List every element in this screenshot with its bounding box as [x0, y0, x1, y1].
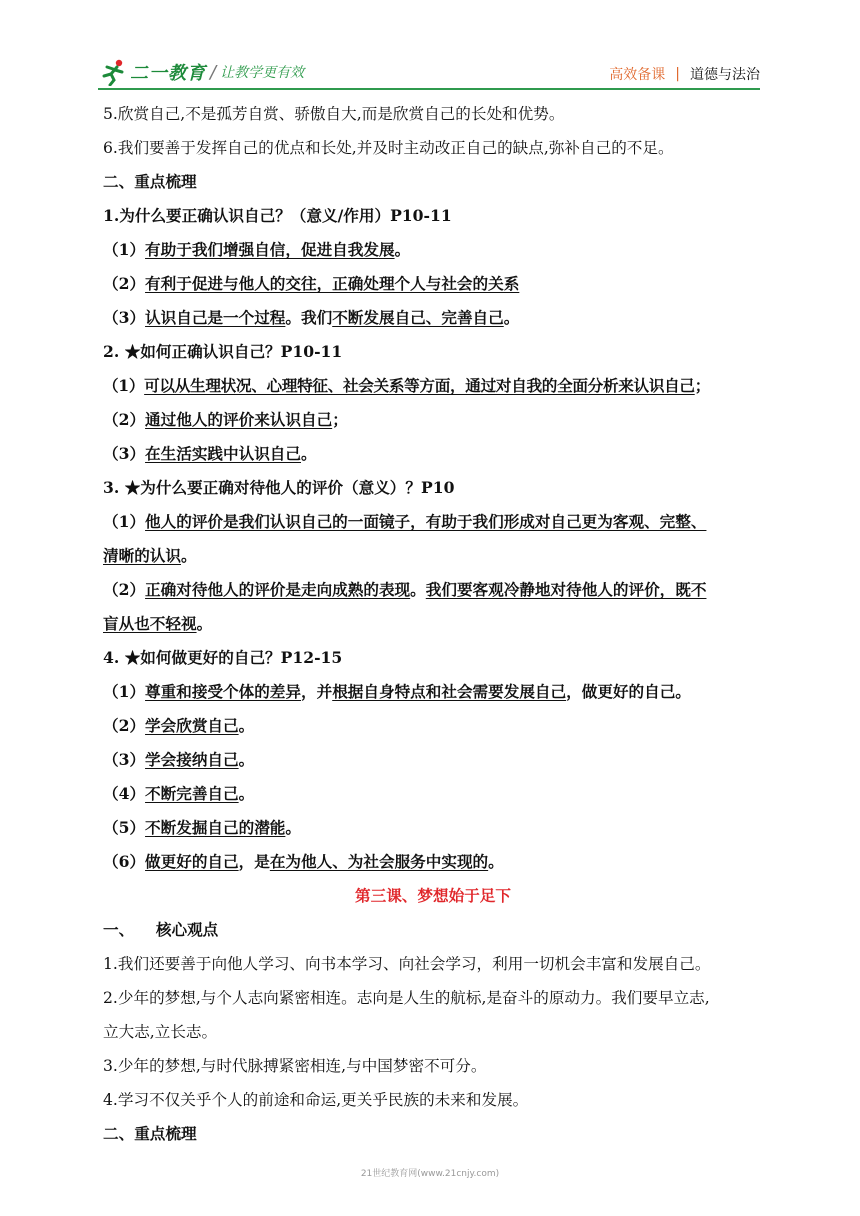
runner-icon	[98, 58, 128, 86]
page-header	[98, 54, 760, 90]
brand-logo	[98, 58, 304, 86]
answer-line: （2）学会欣赏自己。	[103, 716, 255, 735]
paragraph: 3.少年的梦想,与时代脉搏紧密相连,与中国梦密不可分。	[103, 1057, 487, 1075]
answer-line: （2）正确对待他人的评价是走向成熟的表现。我们要客观冷静地对待他人的评价，既不	[103, 580, 707, 599]
logo-slash: /	[210, 61, 217, 83]
question-heading: 1.为什么要正确认识自己？（意义/作用）P10-11	[103, 206, 452, 225]
answer-line: 清晰的认识。	[103, 546, 197, 565]
paragraph: 6.我们要善于发挥自己的优点和长处,并及时主动改正自己的缺点,弥补自己的不足。	[103, 139, 674, 157]
header-divider	[98, 88, 760, 90]
question-heading: 4. ★如何做更好的自己？P12-15	[103, 648, 343, 667]
header-tag: 高效备课	[609, 67, 666, 83]
answer-line: （1）尊重和接受个体的差异，并根据自身特点和社会需要发展自己，做更好的自己。	[103, 682, 691, 701]
answer-line: （3）在生活实践中认识自己。	[103, 444, 317, 463]
answer-line: （1）有助于我们增强自信，促进自我发展。	[103, 240, 411, 259]
answer-line: （3）学会接纳自己。	[103, 750, 255, 769]
answer-line: （2）有利于促进与他人的交往，正确处理个人与社会的关系	[103, 274, 520, 293]
section-heading: 二、重点梳理	[103, 1124, 197, 1143]
logo-text: 二一教育	[130, 63, 206, 84]
paragraph: 2.少年的梦想,与个人志向紧密相连。志向是人生的航标,是奋斗的原动力。我们要早立志,	[103, 989, 710, 1007]
answer-line: 盲从也不轻视。	[103, 614, 213, 633]
lesson-title: 第三课、梦想始于足下	[355, 886, 511, 905]
answer-line: （1）他人的评价是我们认识自己的一面镜子，有助于我们形成对自己更为客观、完整、	[103, 512, 707, 531]
question-heading: 2. ★如何正确认识自己？P10-11	[103, 342, 343, 361]
header-right	[609, 64, 760, 84]
paragraph: 4.学习不仅关乎个人的前途和命运,更关乎民族的未来和发展。	[103, 1091, 529, 1109]
paragraph: 5.欣赏自己,不是孤芳自赏、骄傲自大,而是欣赏自己的长处和优势。	[103, 105, 565, 123]
section-heading: 二、重点梳理	[103, 172, 197, 191]
slogan: 让教学更有效	[220, 65, 305, 81]
answer-line: （4）不断完善自己。	[103, 784, 255, 803]
answer-line: （1）可以从生理状况、心理特征、社会关系等方面，通过对自我的全面分析来认识自己；	[103, 376, 711, 395]
answer-line: （5）不断发掘自己的潜能。	[103, 818, 302, 837]
answer-line: （3）认识自己是一个过程。我们不断发展自己、完善自己。	[103, 308, 520, 327]
question-heading: 3. ★为什么要正确对待他人的评价（意义）？P10	[103, 478, 455, 497]
header-separator: |	[675, 66, 680, 82]
page-footer: 21世纪教育网(www.21cnjy.com)	[360, 1169, 500, 1179]
paragraph: 1.我们还要善于向他人学习、向书本学习、向社会学习，利用一切机会丰富和发展自己。	[103, 955, 711, 973]
paragraph: 立大志,立长志。	[103, 1023, 218, 1041]
answer-line: （6）做更好的自己，是在为他人、为社会服务中实现的。	[103, 852, 504, 871]
answer-line: （2）通过他人的评价来认识自己；	[103, 410, 348, 429]
section-heading: 一、 核心观点	[103, 920, 219, 939]
header-subject: 道德与法治	[690, 67, 760, 83]
